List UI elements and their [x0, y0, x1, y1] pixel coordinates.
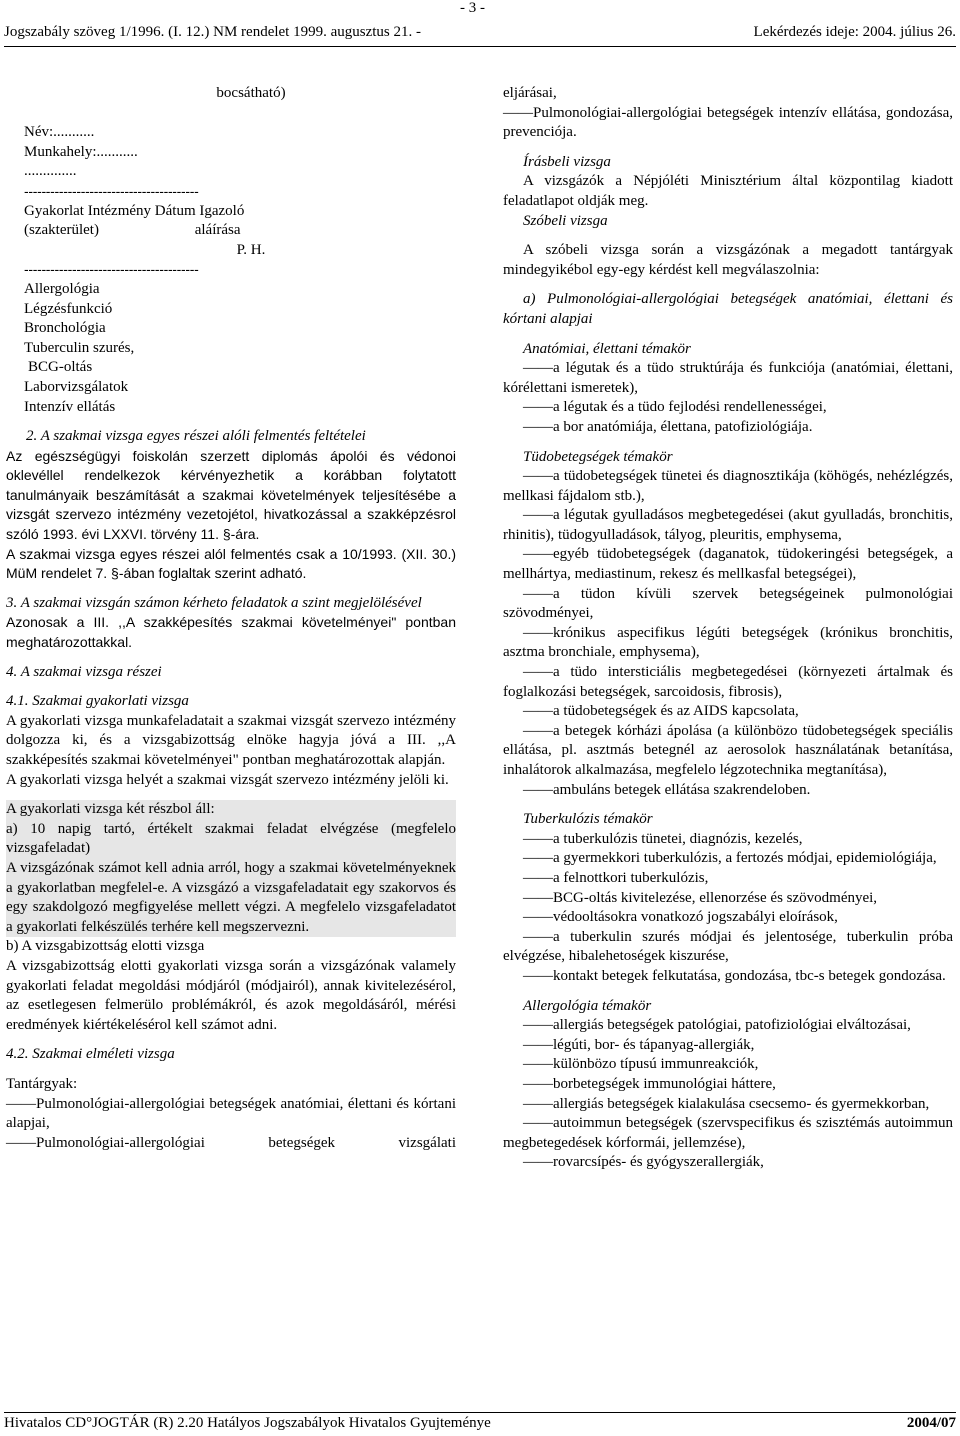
- topic-item: —— a betegek kórházi ápolása (a különbözo tüdobetegségek speciális ellátása, pl. asztmás betegnél az aerosolok használatának betanítása, inhalátorok alkalmazása, megfelelo légzotechnika megtanítása),: [503, 722, 953, 781]
- topic-item: —— rovarcsípés- és gyógyszerallergiák,: [503, 1153, 953, 1173]
- dashed-rule: ----------------------------------------: [24, 182, 199, 199]
- section-2-paragraph: A szakmai vizsga egyes részei alól felmentés csak a 10/1993. (XII. 30.) MüM rendelet 7. §-ában foglaltak szerint adható.: [6, 545, 456, 582]
- section-41-paragraph: A gyakorlati vizsga két részbol áll:: [6, 801, 215, 818]
- task-a-description: A vizsgázónak számot kell adnia arról, hogy a szakmai követelményeknek a gyakorlatban megfelel-e. A vizsgázó a vizsgafeladatait egy szakorvos és egy szakdolgozó megfigyelése mellett végzi. A megfelelo vizsgafeladatot a gyakorlati felkészülés terhére kell megszervezni.: [6, 859, 456, 935]
- list-item: Intenzív ellátás: [24, 398, 116, 415]
- topic-item: —— autoimmun betegségek (szervspecifikus és szisztémás autoimmun megbetegedések kórformái, jellemzése),: [503, 1114, 953, 1153]
- lung-disease-topic-heading: Tüdobetegségek témakör: [523, 448, 673, 465]
- tuberculosis-topic-heading: Tuberkulózis témakör: [523, 811, 653, 828]
- list-item: Légzésfunkció: [24, 300, 113, 317]
- page-number: - 3 -: [460, 0, 485, 16]
- task-b: b) A vizsgabizottság elotti vizsga: [6, 938, 205, 955]
- topic-item: —— a gyermekkori tuberkulózis, a fertozés módjai, epidemiológiája,: [503, 849, 953, 869]
- practice-list: [6, 280, 456, 417]
- footer-publisher: Hivatalos CD°JOGTÁR (R) 2.20 Hatályos Jogszabályok Hivatalos Gyujteménye: [4, 1415, 491, 1431]
- running-header: [4, 24, 956, 47]
- topic-item: —— a tüdobetegségek és az AIDS kapcsolata,: [503, 702, 953, 722]
- list-item: Laborvizsgálatok: [24, 378, 129, 395]
- subjects-label: Tantárgyak:: [6, 1075, 78, 1092]
- topic-item: —— a légutak és a tüdo fejlodési rendellenességei,: [503, 398, 953, 418]
- left-column: [6, 84, 456, 1153]
- list-item: Tuberculin szurés,: [24, 339, 135, 356]
- section-3-heading: 3. A szakmai vizsgán számon kérheto feladatok a szint megjelölésével: [6, 594, 422, 611]
- oral-exam-heading: Szóbeli vizsga: [523, 212, 608, 229]
- lung-disease-topic-list: [503, 467, 953, 800]
- topic-item: —— különbözo típusú immunreakciók,: [503, 1055, 953, 1075]
- oral-a-heading: a) Pulmonológiai-allergológiai betegségek anatómiai, élettani és kórtani alapjai: [503, 291, 953, 327]
- anatomy-topic-heading: Anatómiai, élettani témakör: [523, 340, 691, 357]
- written-exam-paragraph: A vizsgázók a Népjóléti Minisztérium által központilag kiadott feladatlapot oldják meg.: [503, 173, 953, 209]
- nev-field: Név:...........: [24, 124, 95, 141]
- topic-item: —— a légutak gyulladásos megbetegedései (akut gyulladás, bronchitis, rhinitis), tüdogyulladások, tályog, pleuritis, emphysema,: [503, 506, 953, 545]
- topic-item: —— a légutak és a tüdo struktúrája és funkciója (anatómiai, élettani, kórélettani ismeretek),: [503, 359, 953, 398]
- table-header-second: (szakterület) aláírása: [24, 222, 241, 239]
- table-header: Gyakorlat Intézmény Dátum Igazoló: [24, 202, 245, 219]
- allergology-topic-list: [503, 1016, 953, 1173]
- section-41-paragraph: A gyakorlati vizsga helyét a szakmai vizsgát szervezo intézmény jelöli ki.: [6, 771, 449, 788]
- tuberculosis-topic-list: [503, 830, 953, 987]
- footer-edition: 2004/07: [906, 1415, 956, 1431]
- task-b-description: A vizsgabizottság elotti gyakorlati vizsga során a vizsgázónak valamely gyakorlati feladat megoldási módjáról (módjairól), annak kivitelezésérol, az esetlegesen felmerülo problémákról, és azok megoldásáról, mérési eredmények kiértékelésérol kell számot adni.: [6, 957, 456, 1033]
- topic-item: —— allergiás betegségek patológiai, patofiziológiai elváltozásai,: [503, 1016, 953, 1036]
- topic-item: —— légúti, bor- és tápanyag-allergiák,: [503, 1036, 953, 1056]
- topic-item: —— krónikus aspecifikus légúti betegségek (krónikus bronchitis, asztma bronchiale, emphysema),: [503, 624, 953, 663]
- task-a: a) 10 napig tartó, értékelt szakmai feladat elvégzése (megfelelo vizsgafeladat): [6, 820, 456, 857]
- section-41-paragraph: A gyakorlati vizsga munkafeladatait a szakmai vizsgát szervezo intézmény dolgozza ki, és a vizsgabizottság elnöke hagyja jóvá a III. ,,A szakképesítés szakmai követelményei" pontban meghatározottak alapján.: [6, 712, 456, 768]
- topic-item: —— borbetegségek immunológiai háttere,: [503, 1075, 953, 1095]
- written-exam-heading: Írásbeli vizsga: [523, 153, 611, 170]
- topic-item: —— a tüdobetegségek tünetei és diagnosztikája (köhögés, nehézlégzés, mellkasi fájdalom stb.),: [503, 467, 953, 506]
- shaded-block: [6, 800, 456, 937]
- allergology-topic-heading: Allergológia témakör: [523, 997, 652, 1014]
- section-41-heading: 4.1. Szakmai gyakorlati vizsga: [6, 693, 189, 710]
- subject-item-continued: eljárásai,: [503, 85, 557, 101]
- subject-item: —— Pulmonológiai-allergológiai betegségek vizsgálati: [6, 1134, 456, 1154]
- subject-item: —— Pulmonológiai-allergológiai betegségek intenzív ellátása, gondozása, prevenciója.: [503, 104, 953, 143]
- header-query-date: Lekérdezés ideje: 2004. július 26.: [753, 24, 956, 40]
- list-item: Allergológia: [24, 280, 100, 297]
- oral-exam-paragraph: A szóbeli vizsga során a vizsgázónak a megadott tantárgyak mindegyikébol egy-egy kérdést kell megválaszolnia:: [503, 242, 953, 278]
- topic-item: —— védooltásokra vonatkozó jogszabályi eloírások,: [503, 908, 953, 928]
- topic-item: —— allergiás betegségek kialakulása csecsemo- és gyermekkorban,: [503, 1095, 953, 1115]
- topic-item: —— kontakt betegek felkutatása, gondozása, tbc-s betegek gondozása.: [503, 967, 953, 987]
- list-item: Bronchológia: [24, 320, 106, 337]
- right-column: [503, 84, 953, 1173]
- topic-item: —— BCG-oltás kivitelezése, ellenorzése és szövodményei,: [503, 889, 953, 909]
- section-3-paragraph: Azonosak a III. ,,A szakképesítés szakmai követelményei" pontban meghatározottakkal.: [6, 614, 456, 651]
- section-2-heading: 2. A szakmai vizsga egyes részei alóli felmentés feltételei: [26, 428, 366, 445]
- section-2-paragraph: Az egészségügyi foiskolán szerzett diplomás ápolói és védonoi oklevéllel rendelkezok kérvényezhetik a korábban folytatott tanulmányaik beszámítását a szakmai követelmények teljesítésébe a vizsgát szervezo intézmény vezetojétol, hivatkozással a szakképzésrol szóló 1993. évi LXXVI. törvény 11. §-ára.: [6, 447, 456, 543]
- topic-item: —— a tüdon kívüli szervek betegségeinek pulmonológiai szövodményei,: [503, 585, 953, 624]
- dots-line: ..............: [24, 163, 77, 180]
- topic-item: —— ambuláns betegek ellátása szakrendeloben.: [503, 781, 953, 801]
- topic-item: —— a bor anatómiája, élettana, patofiziológiája.: [503, 418, 953, 438]
- topic-item: —— a tüdo intersticiális megbetegedései (környezeti ártalmak és foglalkozási betegségek, sarcoidosis, fibrosis),: [503, 663, 953, 702]
- section-42-heading: 4.2. Szakmai elméleti vizsga: [6, 1046, 175, 1063]
- topic-item: —— a felnottkori tuberkulózis,: [503, 869, 953, 889]
- subject-item: —— Pulmonológiai-allergológiai betegségek anatómiai, élettani és kórtani alapjai,: [6, 1095, 456, 1134]
- bocsathato-text: bocsátható): [216, 85, 286, 101]
- topic-item: —— egyéb tüdobetegségek (daganatok, tüdokeringési betegségek, a mellhártya, mediastinum, rekesz és mellkasfal betegségei),: [503, 545, 953, 584]
- list-item: BCG-oltás: [28, 359, 93, 376]
- dashed-rule: ----------------------------------------: [24, 261, 199, 278]
- anatomy-topic-list: [503, 359, 953, 437]
- running-footer: [4, 1412, 956, 1435]
- munkahely-field: Munkahely:...........: [24, 143, 138, 160]
- topic-item: —— a tuberkulózis tünetei, diagnózis, kezelés,: [503, 830, 953, 850]
- topic-item: —— a tuberkulin szurés módjai és jelentosége, tuberkulin próba elvégzése, hibalehetoségek kiszurése,: [503, 928, 953, 967]
- ph-mark: P. H.: [236, 241, 266, 258]
- header-document-info: Jogszabály szöveg 1/1996. (I. 12.) NM rendelet 1999. augusztus 21. -: [4, 24, 421, 40]
- section-4-heading: 4. A szakmai vizsga részei: [6, 663, 162, 680]
